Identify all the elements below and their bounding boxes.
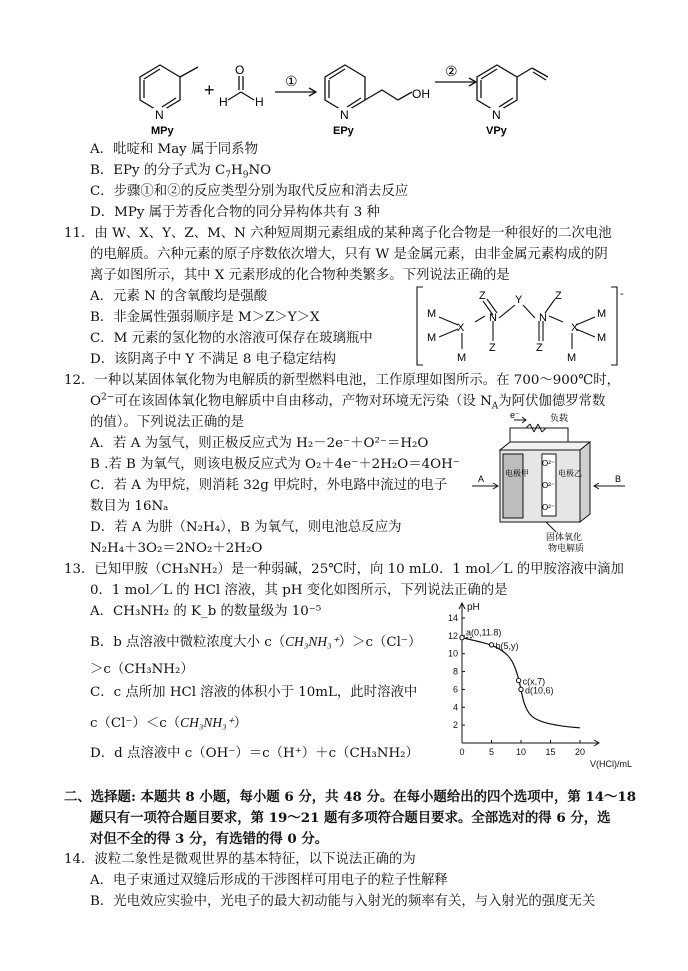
q12-option-c-2: 数目为 16Nₐ [90, 499, 169, 514]
y-tick-label: 8 [452, 666, 458, 677]
ph-curve [462, 638, 580, 728]
cell-load: 负载 [550, 413, 569, 423]
anion-x1: X [457, 322, 465, 334]
aldehyde-h2: H [255, 95, 264, 109]
q13-option-d: D．d 点溶液中 c（OH⁻）＝c（H⁺）＋c（CH₃NH₂） [90, 746, 419, 761]
cell-electron: e⁻ [510, 410, 520, 420]
anion-z2: Z [555, 290, 562, 302]
point-b-label: b(5,y) [495, 640, 519, 651]
y-tick-label: 4 [452, 702, 458, 713]
y-tick-label: 12 [447, 630, 458, 641]
point-c-label: c(x,7) [522, 676, 546, 687]
q12-option-d-2: N₂H₄＋3O₂＝2NO₂＋2H₂O [90, 541, 263, 556]
anion-y: Y [515, 294, 523, 306]
vpy-label: VPy [486, 125, 507, 137]
q12-stem-3: 的值）。下列说法正确的是 [90, 415, 244, 430]
anion-m5: M [597, 332, 607, 344]
q13-stem-1: 13．已知甲胺（CH₃NH₂）是一种弱碱，25℃时，向 10 mL0．1 mol／L 的甲胺溶液中滴加 [64, 562, 624, 577]
q10-option-a: A．吡啶和 May 属于同系物 [90, 142, 258, 157]
x-tick-label: 20 [574, 747, 586, 757]
anion-m2: M [427, 332, 437, 344]
point-c [516, 678, 520, 682]
y-tick-label: 10 [447, 648, 458, 659]
anion-n1: N [489, 312, 497, 324]
ph-titration-chart [440, 598, 635, 776]
q13-stem-2: 0．1 mol／L 的 HCl 溶液，其 pH 变化如图所示，下列说法正确的是 [90, 583, 508, 598]
y-tick-label: 14 [447, 613, 458, 623]
epy-oh: OH [412, 87, 430, 101]
point-d [519, 687, 523, 691]
q12-stem-2: $O^{2-}$可在该固体氧化物电解质中自由移动，产物对环境无污染（设 $N_A$为阿伏伽德罗常数 [90, 392, 606, 412]
section2-line-3: 对但不全的得 3 分，有选错的得 0 分。 [90, 831, 329, 847]
q11-option-c: C．M 元素的氢化物的水溶液可保存在玻璃瓶中 [90, 331, 373, 346]
anion-m3: M [457, 352, 467, 364]
anion-z4: Z [536, 342, 543, 354]
anion-m6: M [567, 352, 577, 364]
q14-option-a: A．电子束通过双缝后形成的干涉图样可用电子的粒子性解释 [90, 873, 448, 888]
anion-m4: M [597, 308, 607, 320]
cell-electrolyte-2: 物电解质 [548, 543, 585, 552]
anion-z3: Z [489, 342, 496, 354]
ring-n-2: N [340, 108, 349, 122]
q13-option-b-2: ＞c（CH₃NH₂） [90, 662, 194, 677]
q13-option-c-2: c（Cl⁻）＜c（CH₃NH₃⁺） [90, 715, 248, 731]
q13-option-a: A．CH₃NH₂ 的 K_b 的数量级为 10⁻⁵ [90, 604, 322, 619]
ring-n-1: N [155, 108, 164, 122]
q11-stem-3: 离子如图所示，其中 X 元素形成的化合物种类繁多。下列说法正确的是 [90, 268, 510, 283]
plus-sign: + [204, 80, 215, 100]
anion-charge: - [620, 288, 624, 300]
y-tick-label: 6 [452, 684, 458, 695]
q11-option-a: A．元素 N 的含氧酸均是强酸 [90, 289, 268, 304]
reaction-scheme [120, 30, 640, 138]
cell-inlet-b: B [615, 474, 622, 484]
fuel-cell-diagram [470, 410, 635, 552]
anion-m1: M [427, 308, 437, 320]
q12-option-b: B .若 B 为氧气，则该电极反应式为 O₂＋4e⁻＋2H₂O＝4OH⁻ [90, 457, 460, 472]
q12-stem-1: 12．一种以某固体氧化物为电解质的新型燃料电池，工作原理如图所示。在 700～900℃时， [64, 373, 621, 388]
aldehyde-o: O [235, 63, 245, 77]
q11-option-b: B．非金属性强弱顺序是 M＞Z＞Y＞X [90, 310, 320, 325]
step2-label: ② [445, 63, 458, 79]
cell-electrode1: 电极甲 [505, 469, 529, 478]
cell-electrolyte-1: 固体氧化 [546, 532, 583, 542]
q10-option-c: C．步骤①和②的反应类型分别为取代反应和消去反应 [90, 184, 409, 199]
x-tick-label: 5 [488, 747, 495, 757]
q11-stem-2: 的电解质。六种元素的原子序数依次增大，只有 W 是金属元素，由非金属元素构成的阴 [90, 247, 608, 262]
q10-option-d: D．MPy 属于芳香化合物的同分异构体共有 3 种 [90, 205, 380, 220]
anion-z1: Z [479, 290, 486, 302]
cell-oxide-3: O²⁻ [542, 503, 556, 512]
q13-option-c-1: C．c 点所加 HCl 溶液的体积小于 10mL，此时溶液中 [90, 685, 418, 700]
y-tick-label: 2 [452, 720, 458, 731]
x-tick-label: 0 [459, 747, 465, 757]
anion-n2: N [539, 312, 547, 324]
point-d-label: d(10,6) [525, 685, 554, 696]
q14-stem: 14．波粒二象性是微观世界的基本特征，以下说法正确的为 [64, 852, 416, 867]
ring-n-3: N [492, 108, 501, 122]
q12-option-d-1: D．若 A 为肼（N₂H₄），B 为氧气，则电池总反应为 [90, 520, 402, 535]
point-a-label: a(0,11.8) [466, 627, 502, 638]
point-b [489, 643, 493, 647]
anion-structure [415, 285, 630, 369]
cell-oxide-2: O²⁻ [542, 481, 556, 490]
x-tick-label: 15 [545, 747, 556, 757]
x-axis-label: V(HCl)/mL [590, 759, 632, 769]
q11-stem-1: 11．由 W、X、Y、Z、M、N 六种短周期元素组成的某种离子化合物是一种很好的二次电池 [64, 226, 612, 241]
aldehyde-h1: H [219, 95, 228, 109]
q12-option-a: A．若 A 为氢气，则正极反应式为 H₂－2e⁻＋O²⁻＝H₂O [90, 436, 429, 451]
y-axis-label: pH [467, 602, 480, 613]
point-a [460, 635, 464, 639]
cell-oxide-1: O²⁻ [542, 459, 556, 468]
epy-label: EPy [333, 125, 354, 137]
step1-label: ① [285, 73, 298, 89]
section2-line-2: 题只有一项符合题目要求，第 19～21 题有多项符合题目要求。全部选对的得 6 分，选 [90, 810, 611, 826]
q10-option-b: B．EPy 的分子式为 $C_7H_9NO$ [90, 163, 272, 181]
q13-option-b-1: B．b 点溶液中微粒浓度大小 c（CH₃NH₃⁺）＞c（Cl⁻） [90, 634, 422, 650]
x-tick-label: 10 [515, 747, 527, 757]
q12-option-c-1: C．若 A 为甲烷，则消耗 32g 甲烷时，外电路中流过的电子 [90, 478, 448, 493]
q11-option-d: D．该阴离子中 Y 不满足 8 电子稳定结构 [90, 352, 336, 367]
mpy-label: MPy [151, 125, 174, 137]
q14-option-b: B．光电效应实验中，光电子的最大初动能与入射光的频率有关，与入射光的强度无关 [90, 894, 596, 909]
cell-electrode2: 电极乙 [558, 469, 582, 478]
cell-inlet-a: A [478, 474, 485, 484]
anion-x2: X [571, 322, 579, 334]
section2-line-1: 二、选择题: 本题共 8 小题，每小题 6 分，共 48 分。在每小题给出的四个选项中，第 14～18 [64, 789, 637, 805]
